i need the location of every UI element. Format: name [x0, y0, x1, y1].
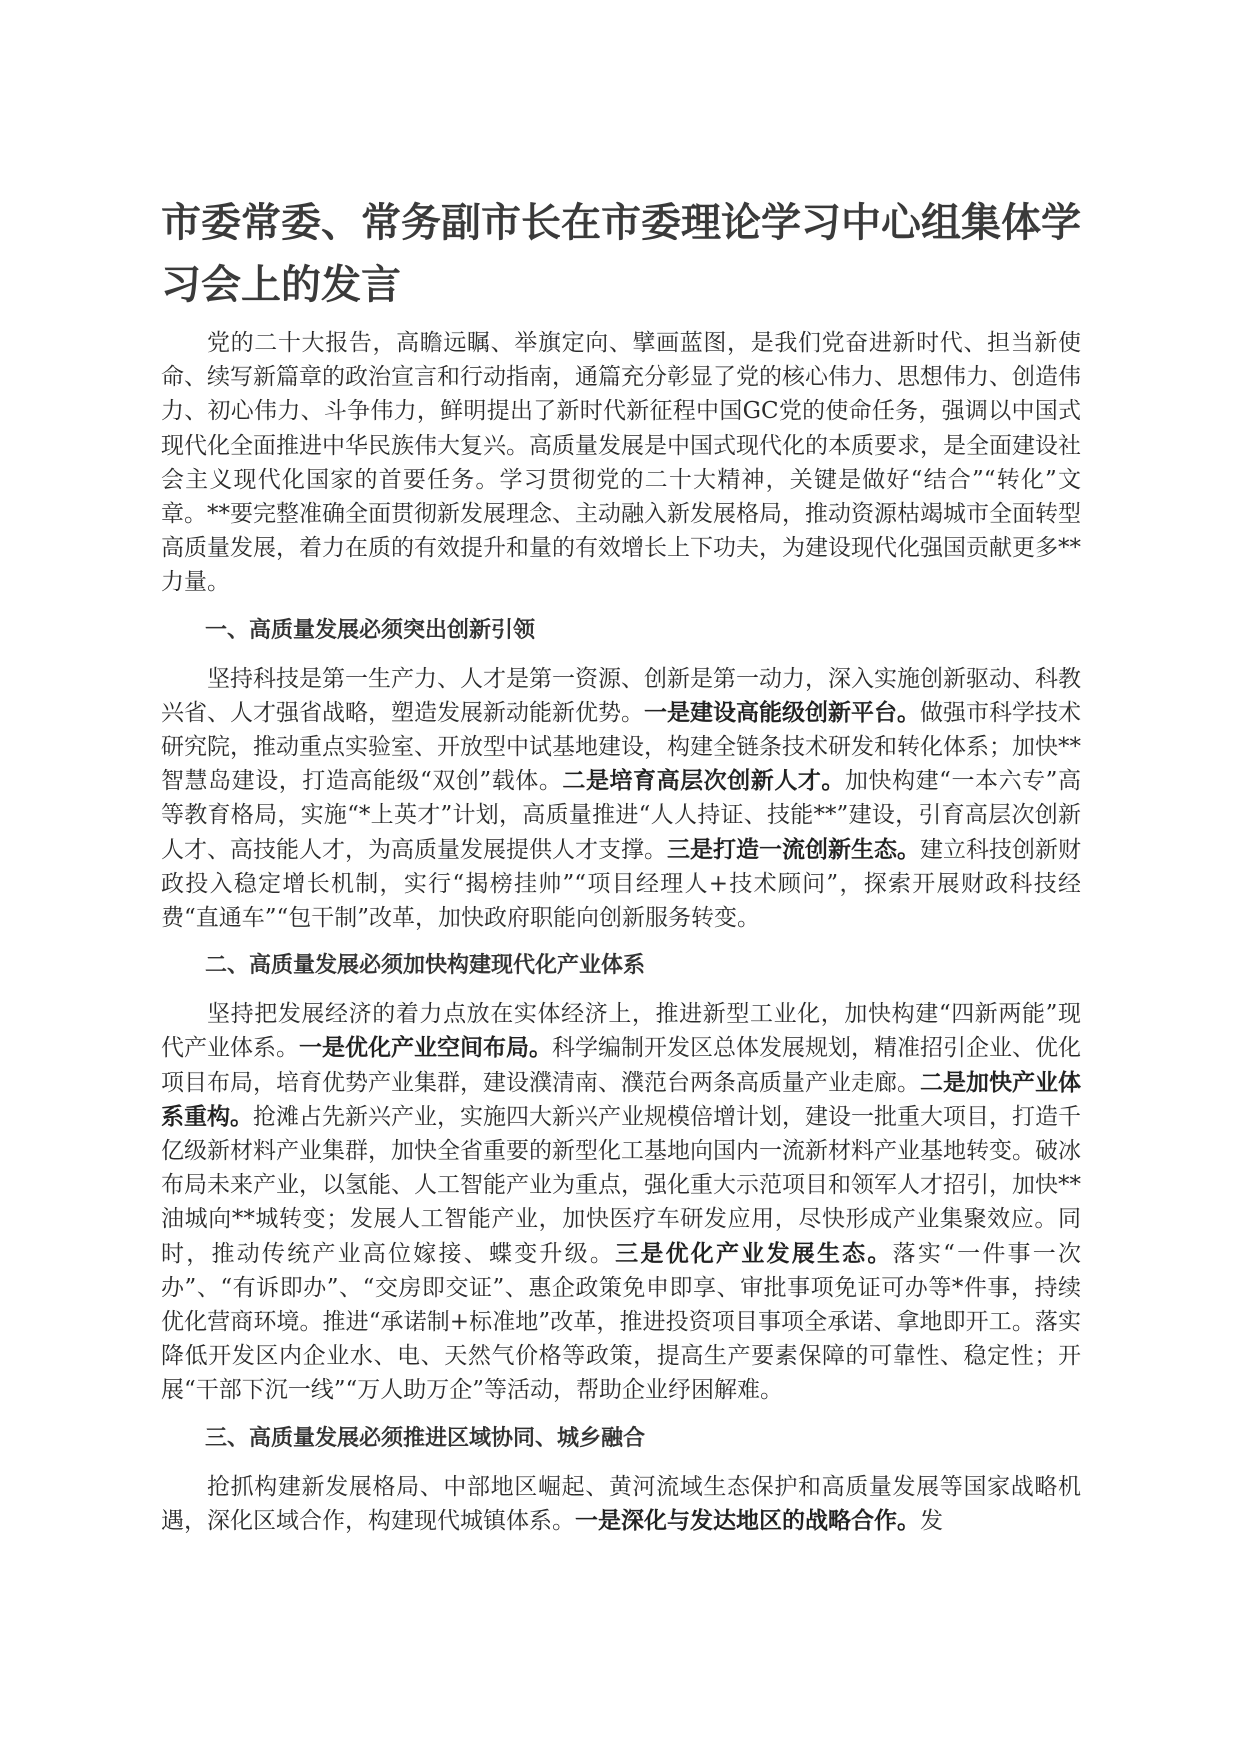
section-2-text-3: 抢滩占先新兴产业，实施四大新兴产业规模倍增计划，建设一批重大项目，打造千亿级新材料产业集群，加快全省重要的新型化工基地向国内一流新材料产业基地转变。破冰布局未来产业，以氢能、人工智能产业为重点，强化重大示范项目和领军人才招引，加快**油城向**城转变；发展人工智能产业，加快医疗车研发应用，尽快形成产业集聚效应。同时，推动传统产业高位嫁接、蝶变升级。 — [161, 1103, 1081, 1267]
section-2-point-3: 三是优化产业发展生态。 — [615, 1240, 893, 1267]
section-1-point-2: 二是培育高层次创新人才。 — [562, 768, 845, 795]
section-1-text-2: 做强市科学技术研究院，推动重点实验室、开放型中试基地建设，构建全链条技术研发和转化体系；加快**智慧岛建设，打造高能级“双创”载体。 — [161, 699, 1081, 795]
section-3-heading: 三、高质量发展必须推进区域协同、城乡融合 — [205, 1425, 646, 1451]
section-1-paragraph — [161, 662, 1081, 936]
section-2-heading: 二、高质量发展必须加快构建现代化产业体系 — [205, 953, 646, 979]
document-body — [161, 192, 1081, 1554]
section-2-point-1: 一是优化产业空间布局。 — [299, 1035, 552, 1062]
section-3-text-2: 发 — [920, 1507, 943, 1534]
document-title: 市委常委、常务副市长在市委理论学习中心组集体学习会上的发言 — [161, 200, 1081, 308]
section-1-text-3: 加快构建“一本六专”高等教育格局，实施“*上英才”计划，高质量推进“人人持证、技能**”建设，引育高层次创新人才、高技能人才，为高质量发展提供人才支撑。 — [161, 768, 1081, 863]
section-2-text-1: 坚持把发展经济的着力点放在实体经济上，推进新型工业化，加快构建“四新两能”现代产业体系。 — [161, 1001, 1081, 1062]
section-1-text-4: 建立科技创新财政投入稳定增长机制，实行“揭榜挂帅”“项目经理人+技术顾问”，探索开展财政科技经费“直通车”“包干制”改革，加快政府职能向创新服务转变。 — [161, 836, 1081, 932]
section-1-point-3: 三是打造一流创新生态。 — [667, 836, 920, 863]
section-3-paragraph — [161, 1470, 1081, 1538]
section-1-text-1: 坚持科技是第一生产力、人才是第一资源、创新是第一动力，深入实施创新驱动、科教兴省、人才强省战略，塑造发展新动能新优势。 — [161, 665, 1081, 726]
intro-paragraph: 党的二十大报告，高瞻远瞩、举旗定向、擘画蓝图，是我们党奋进新时代、担当新使命、续写新篇章的政治宣言和行动指南，通篇充分彰显了党的核心伟力、思想伟力、创造伟力、初心伟力、斗争伟力，鲜明提出了新时代新征程中国GC党的使命任务，强调以中国式现代化全面推进中华民族伟大复兴。高质量发展是中国式现代化的本质要求，是全面建设社会主义现代化国家的首要任务。学习贯彻党的二十大精神，关键是做好“结合”“转化”文章。**要完整准确全面贯彻新发展理念、主动融入新发展格局，推动资源枯竭城市全面转型高质量发展，着力在质的有效提升和量的有效增长上下功夫，为建设现代化强国贡献更多**力量。 — [161, 330, 1081, 596]
section-2-text-2: 科学编制开发区总体发展规划，精准招引企业、优化项目布局，培育优势产业集群，建设濮清南、濮范台两条高质量产业走廊。 — [161, 1035, 1081, 1096]
section-3-text-1: 抢抓构建新发展格局、中部地区崛起、黄河流域生态保护和高质量发展等国家战略机遇，深化区域合作，构建现代城镇体系。 — [161, 1473, 1081, 1534]
section-1-point-1: 一是建设高能级创新平台。 — [644, 699, 920, 726]
section-3-point-1: 一是深化与发达地区的战略合作。 — [575, 1507, 920, 1534]
section-1-heading: 一、高质量发展必须突出创新引领 — [205, 617, 536, 643]
section-2-text-4: 落实“一件事一次办”、“有诉即办”、“交房即交证”、惠企政策免申即享、审批事项免证可办等*件事，持续优化营商环境。推进“承诺制+标准地”改革，推进投资项目事项全承诺、拿地即开工。落实降低开发区内企业水、电、天然气价格等政策，提高生产要素保障的可靠性、稳定性；开展“干部下沉一线”“万人助万企”等活动，帮助企业纾困解难。 — [161, 1240, 1082, 1404]
section-2-point-2: 二是加快产业体系重构。 — [161, 1069, 1081, 1130]
section-2-paragraph — [161, 997, 1081, 1407]
